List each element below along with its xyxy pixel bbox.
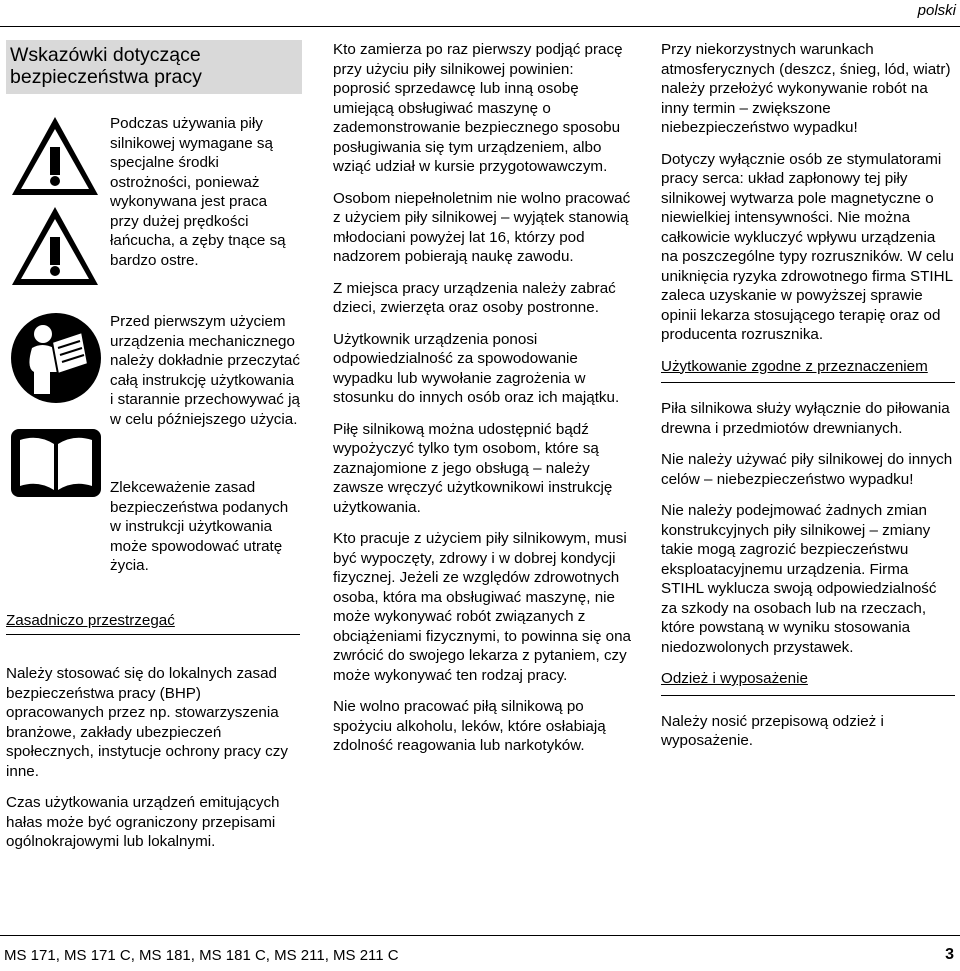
left-body [6, 664, 300, 864]
heading-clothing-equipment: Odzież i wyposażenie [661, 669, 955, 696]
section-title: Wskazówki dotyczące bezpieczeństwa pracy [6, 40, 302, 94]
top-rule [0, 26, 960, 27]
paragraph: Należy stosować się do lokalnych zasad bezpieczeństwa pracy (BHP) opracowanych przez np. stowarzyszenia branżowe, zakłady ubezpieczeń społecznych, instytucje ochrony pracy czy inne. [6, 665, 288, 780]
warning-text: Podczas używania piły silnikowej wymagane są specjalne środki ostrożności, ponieważ wykonywana jest praca przy dużej prędkości łańcucha, a zęby tnące są bardzo ostre. [110, 115, 286, 269]
paragraph: Przy niekorzystnych warunkach atmosferycznych (deszcz, śnieg, lód, wiatr) należy przełożyć wykonywanie robót na inny termin – zwiększone niebezpieczeństwo wypadku! [661, 41, 951, 136]
paragraph: Nie należy używać piły silnikowej do innych celów – niebezpieczeństwo wypadku! [661, 451, 953, 488]
warning-triangle-icon [10, 115, 100, 197]
read-manual-icon [10, 312, 102, 404]
paragraph: Czas użytkowania urządzeń emitujących hałas może być ograniczony przepisami ogólnokrajowymi lub lokalnymi. [6, 794, 280, 850]
paragraph: Osobom niepełnoletnim nie wolno pracować z użyciem piły silnikowej – wyjątek stanowią młodociani powyżej lat 16, którzy pod nadzorem pobierają naukę zawodu. [333, 189, 631, 265]
footer-rule [0, 935, 960, 936]
paragraph: Należy nosić przepisową odzież i wyposażenie. [661, 712, 884, 749]
language-label: polski [917, 2, 956, 19]
right-column [661, 40, 955, 763]
paragraph: Z miejsca pracy urządzenia należy zabrać dzieci, zwierzęta oraz osoby postronne. [333, 279, 616, 316]
paragraph: Piła silnikowa służy wyłącznie do piłowania drewna i przedmiotów drewnianych. [661, 400, 950, 437]
neglect-warning-text: Zlekceważenie zasad bezpieczeństwa podanych w instrukcji użytkowania może spowodować utratę życia. [110, 479, 289, 574]
open-book-icon [10, 428, 102, 498]
paragraph: Kto pracuje z użyciem piły silnikowym, musi być wypoczęty, zdrowy i w dobrej kondycji fizycznej. Jeżeli ze względów zdrowotnych osoba, która ma obsługiwać maszynę, nie może wykonywać robót związanych z obciążeniami fizycznymi, to powinna się ona zwrócić do swojego lekarza z pytaniem, czy może wykonywać ten rodzaj pracy. [333, 530, 631, 684]
heading-intended-use: Użytkowanie zgodne z przeznaczeniem [661, 357, 955, 384]
warning-triangle-icon [10, 205, 100, 287]
left-column [6, 40, 302, 94]
paragraph: Piłę silnikową można udostępnić bądź wypożyczyć tylko tym osobom, które są zaznajomione z jego obsługą – należy zawsze wręczyć użytkownikowi instrukcję użytkowania. [333, 420, 613, 516]
paragraph: Kto zamierza po raz pierwszy podjąć pracę przy użyciu piły silnikowej powinien: poprosić sprzedawcę lub inną osobę umiejącą obsługiwać maszynę o zademonstrowanie bezpiecznego sposobu posługiwania się tym urządzeniem, albo wziąć udział w kursie przygotowawczym. [333, 41, 623, 175]
paragraph: Nie wolno pracować piłą silnikową po spożyciu alkoholu, leków, które osłabiają zdolność reagowania lub narkotyków. [333, 698, 606, 754]
paragraph: Dotyczy wyłącznie osób ze stymulatorami pracy serca: układ zapłonowy tej piły silnikowej wytwarza pole magnetyczne o niewielkiej intensywności. Nie można całkowicie wykluczyć wpływu urządzenia na poszczególne typy rozruszników. W celu uniknięcia ryzyka zdrowotnego firma STIHL zaleca uzyskanie w powyższej sprawie opinii lekarza stosującego terapię oraz od producenta rozrusznika. [661, 150, 954, 343]
middle-column [333, 40, 633, 768]
paragraph: Nie należy podejmować żadnych zmian konstrukcyjnych piły silnikowej – zmiany takie mogą zagrozić bezpieczeństwu eksploatacyjnemu urządzenia. Firma STIHL wyklucza swoją odpowiedzialność za szkody na osobach lub na rzeczach, które powstaną w wyniku stosowania niedozwolonych przystawek. [661, 502, 937, 656]
read-manual-text: Przed pierwszym użyciem urządzenia mechanicznego należy dokładnie przeczytać całą instrukcję użytkowania i starannie przechowywać ją w celu późniejszego użycia. [110, 313, 300, 428]
page-number: 3 [945, 946, 954, 963]
paragraph: Użytkownik urządzenia ponosi odpowiedzialność za spowodowanie wypadku lub wywołanie zagrożenia w stosunku do innych osób oraz ich majątku. [333, 330, 620, 406]
subheading-basic-rules: Zasadniczo przestrzegać [6, 612, 300, 635]
footer-models: MS 171, MS 171 C, MS 181, MS 181 C, MS 211, MS 211 C [4, 947, 399, 964]
